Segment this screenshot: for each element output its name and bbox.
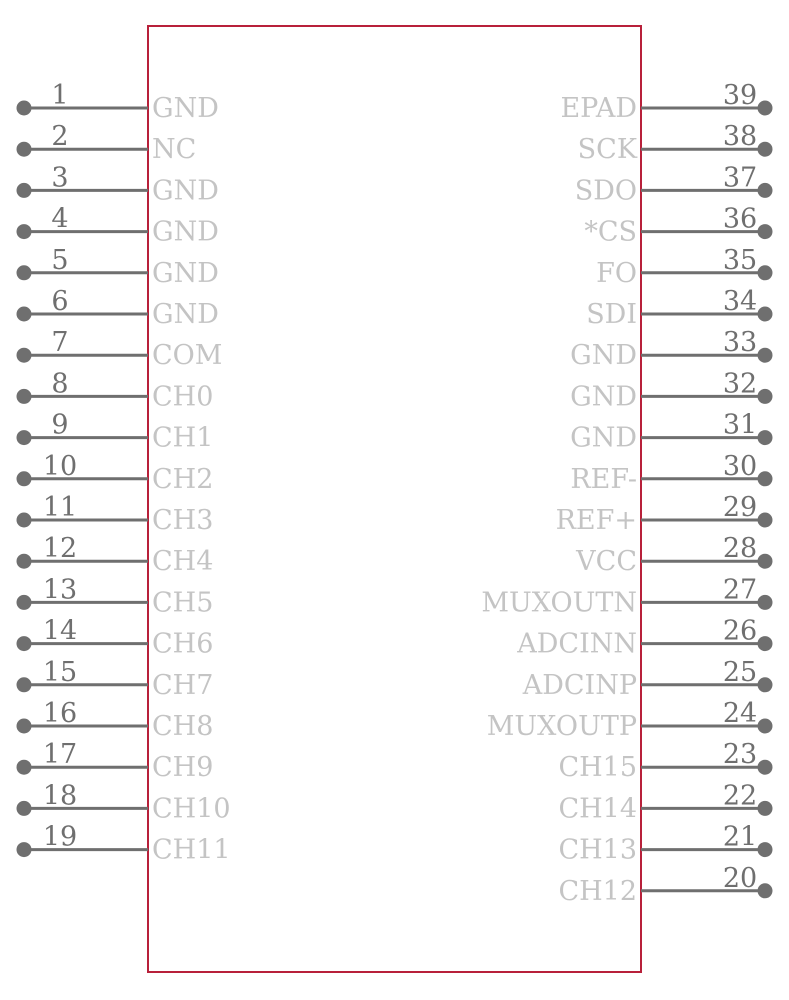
pin-label: CH12 [558, 875, 637, 907]
pin-label: MUXOUTN [481, 587, 637, 619]
pin-end-dot [17, 224, 32, 239]
pin-end-dot [17, 760, 32, 775]
pin-end-dot [17, 307, 32, 322]
pin-end-dot [758, 471, 773, 486]
pin-end-dot [17, 801, 32, 816]
pin-end-dot [17, 142, 32, 157]
pin-number: 32 [722, 368, 758, 400]
pin-label: CH6 [152, 628, 214, 660]
pin-end-dot [758, 224, 773, 239]
pin-label: CH9 [152, 752, 214, 784]
pin-label: SDI [586, 299, 637, 330]
pin-end-dot [17, 595, 32, 610]
pin-end-dot [758, 636, 773, 651]
pin-end-dot [17, 101, 32, 116]
pin-label: GND [152, 216, 219, 248]
pin-end-dot [758, 883, 773, 898]
pin-36 [584, 204, 772, 248]
pin-number: 15 [42, 656, 78, 688]
pin-label: GND [152, 175, 219, 207]
pin-16 [17, 698, 214, 742]
pin-end-dot [17, 677, 32, 692]
pin-end-dot [758, 595, 773, 610]
pin-end-dot [758, 719, 773, 734]
pin-number: 10 [42, 450, 78, 482]
pin-number: 23 [722, 739, 758, 771]
pin-2 [17, 121, 197, 165]
pin-18 [17, 780, 231, 824]
pin-11 [17, 492, 214, 536]
pin-21 [558, 822, 772, 866]
pin-3 [17, 162, 219, 206]
pin-number: 37 [722, 162, 758, 194]
pin-24 [487, 698, 773, 742]
pin-27 [481, 574, 772, 618]
pin-number: 19 [42, 821, 78, 853]
pin-end-dot [758, 142, 773, 157]
pin-17 [17, 739, 214, 783]
pin-33 [570, 327, 772, 371]
pin-end-dot [758, 430, 773, 445]
pin-31 [570, 410, 772, 454]
pin-23 [558, 739, 772, 783]
pin-39 [560, 80, 772, 124]
pin-label: GND [570, 422, 637, 454]
pin-number: 34 [722, 286, 758, 317]
pin-end-dot [758, 513, 773, 528]
pin-number: 18 [42, 780, 78, 812]
pin-end-dot [17, 471, 32, 486]
pin-38 [578, 121, 773, 165]
pin-1 [17, 80, 219, 124]
pin-number: 31 [722, 409, 758, 441]
pin-end-dot [758, 801, 773, 816]
pin-34 [586, 286, 772, 330]
pin-number: 30 [722, 450, 758, 482]
pin-label: FO [596, 257, 637, 289]
pin-number: 39 [722, 80, 758, 111]
pin-label: CH4 [152, 546, 214, 578]
pin-label: REF- [570, 463, 637, 495]
pin-35 [596, 245, 772, 289]
pin-end-dot [17, 430, 32, 445]
pin-end-dot [17, 719, 32, 734]
pin-number: 21 [722, 821, 758, 853]
pin-end-dot [17, 389, 32, 404]
pin-6 [17, 286, 219, 330]
pin-label: GND [570, 340, 637, 372]
ic-body-outline [148, 26, 641, 972]
pin-label: SCK [577, 134, 637, 166]
pin-number: 11 [42, 492, 78, 523]
pin-number: 29 [722, 492, 758, 523]
pin-number: 1 [51, 80, 69, 111]
pin-9 [17, 410, 214, 454]
pin-29 [556, 492, 773, 536]
pin-20 [558, 863, 772, 907]
pin-end-dot [17, 513, 32, 528]
pin-12 [17, 533, 214, 577]
pin-13 [17, 574, 214, 618]
pin-end-dot [758, 842, 773, 857]
pin-22 [558, 780, 772, 824]
pin-number: 38 [722, 121, 758, 153]
pin-19 [17, 822, 231, 866]
pin-end-dot [758, 183, 773, 198]
pin-end-dot [17, 265, 32, 280]
pin-end-dot [758, 554, 773, 569]
pin-label: CH11 [152, 834, 231, 866]
pin-number: 33 [722, 327, 758, 359]
pin-number: 28 [722, 533, 758, 565]
pin-5 [17, 245, 219, 289]
pin-end-dot [758, 677, 773, 692]
left-pin-group [17, 80, 231, 866]
pin-label: GND [152, 299, 219, 330]
pin-label: CH15 [558, 752, 637, 784]
pin-label: VCC [576, 546, 637, 578]
pin-label: CH3 [152, 505, 214, 536]
pin-32 [570, 368, 772, 412]
pin-number: 25 [722, 656, 758, 688]
pin-end-dot [17, 842, 32, 857]
pin-end-dot [758, 389, 773, 404]
pin-number: 4 [51, 203, 69, 235]
pin-end-dot [17, 554, 32, 569]
pin-end-dot [758, 760, 773, 775]
pin-number: 16 [42, 698, 78, 729]
pin-label: CH2 [152, 463, 214, 495]
pin-number: 2 [51, 121, 69, 153]
pin-label: ADCINN [517, 628, 637, 660]
pin-30 [570, 451, 772, 495]
pin-end-dot [17, 348, 32, 363]
pin-label: CH10 [152, 793, 231, 825]
pin-label: EPAD [560, 93, 637, 124]
pin-number: 20 [722, 862, 758, 894]
pin-number: 9 [51, 409, 69, 441]
pin-15 [17, 657, 214, 701]
pin-label: CH14 [558, 793, 637, 825]
pin-number: 17 [42, 739, 78, 771]
pin-4 [17, 204, 219, 248]
pin-label: GND [152, 257, 219, 289]
pin-37 [575, 162, 773, 206]
pin-label: CH5 [152, 587, 214, 619]
pin-number: 24 [722, 698, 758, 729]
pin-10 [17, 451, 214, 495]
pin-number: 7 [51, 327, 69, 359]
pin-label: GND [152, 93, 219, 124]
pin-number: 14 [42, 615, 78, 647]
pin-8 [17, 368, 214, 412]
pin-number: 3 [51, 162, 69, 194]
pin-label: *CS [584, 216, 637, 248]
pin-number: 6 [51, 286, 69, 317]
pin-label: MUXOUTP [486, 711, 637, 742]
pin-number: 13 [42, 574, 78, 606]
pin-25 [522, 657, 773, 701]
pin-label: CH13 [558, 834, 637, 866]
right-pin-group [481, 80, 772, 907]
pin-label: GND [570, 381, 637, 413]
pin-label: COM [152, 340, 223, 372]
pin-28 [575, 533, 772, 577]
pin-label: CH0 [152, 381, 214, 413]
pin-end-dot [758, 265, 773, 280]
pin-label: REF+ [555, 505, 637, 536]
pin-end-dot [17, 183, 32, 198]
pin-14 [17, 616, 214, 660]
pin-end-dot [758, 307, 773, 322]
pin-number: 26 [722, 615, 758, 647]
pin-label: ADCINP [522, 669, 637, 701]
pin-7 [17, 327, 223, 371]
pin-number: 36 [722, 203, 758, 235]
pin-end-dot [17, 636, 32, 651]
pin-number: 27 [722, 574, 758, 606]
pin-label: SDO [574, 175, 637, 207]
pin-end-dot [758, 348, 773, 363]
pin-number: 8 [51, 368, 69, 400]
pin-26 [516, 616, 772, 660]
pin-number: 35 [722, 244, 758, 276]
pin-end-dot [758, 101, 773, 116]
pin-number: 12 [42, 533, 78, 565]
pin-label: CH1 [152, 422, 214, 454]
pin-label: CH8 [152, 711, 214, 742]
pin-number: 5 [51, 244, 69, 276]
pin-number: 22 [722, 780, 758, 812]
pin-label: CH7 [152, 669, 214, 701]
pin-label: NC [152, 134, 197, 166]
